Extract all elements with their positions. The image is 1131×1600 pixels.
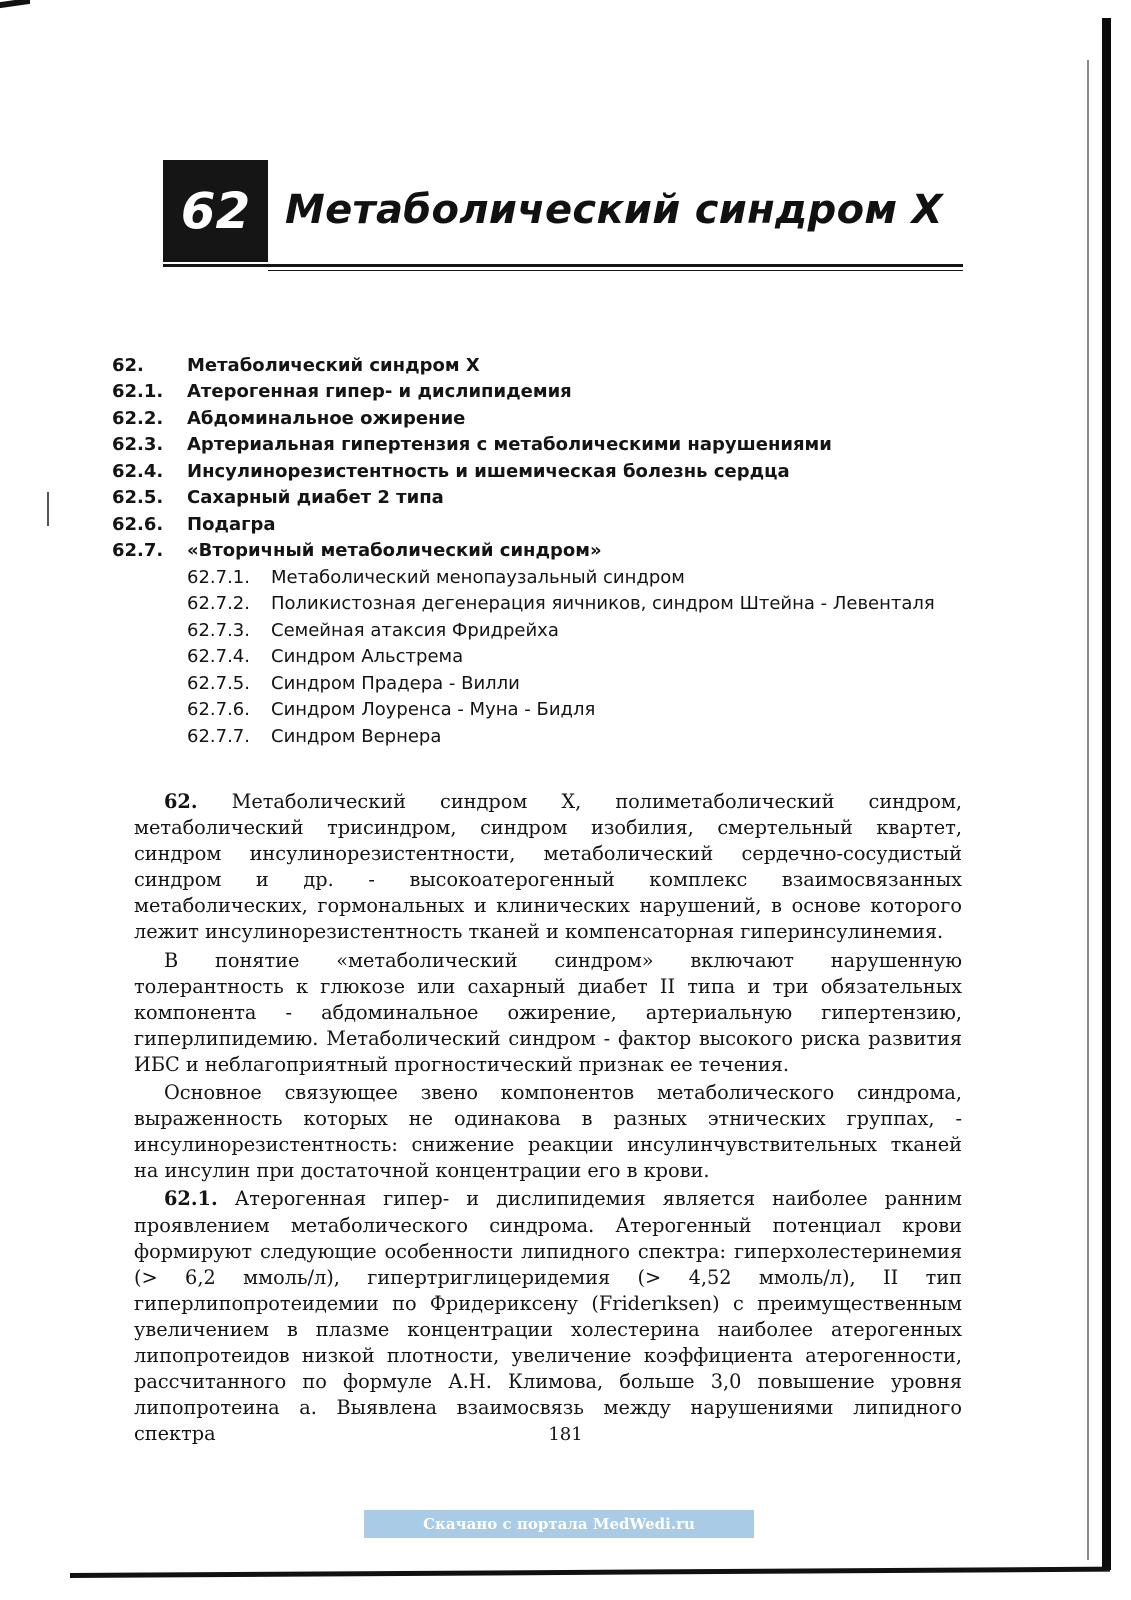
toc-item-number: 62.2. bbox=[112, 407, 164, 429]
toc-subitem bbox=[112, 591, 972, 618]
page-number: 181 bbox=[548, 1424, 583, 1445]
chapter-number-badge: 62 bbox=[163, 160, 268, 262]
paragraph bbox=[134, 948, 962, 1078]
header-rule bbox=[163, 264, 963, 267]
toc-item-number: 62.5. bbox=[112, 487, 164, 509]
toc-item bbox=[112, 458, 972, 485]
toc-subitem bbox=[112, 617, 972, 644]
toc-subitem-number: 62.7.3. bbox=[187, 619, 250, 641]
toc-subitem bbox=[112, 670, 972, 697]
toc-subitem-title: Синдром Вернера bbox=[271, 725, 442, 747]
toc-item-number: 62.1. bbox=[112, 381, 164, 403]
toc-subitem-number: 62.7.6. bbox=[187, 699, 250, 721]
toc-subitem-title: Поликистозная дегенерация яичников, синдром Штейна - Левенталя bbox=[271, 593, 935, 615]
toc-subitem-number: 62.7.4. bbox=[187, 646, 250, 668]
toc-item bbox=[112, 352, 972, 379]
scan-artifact-left-mark bbox=[47, 492, 49, 526]
toc-item-number: 62.4. bbox=[112, 460, 164, 482]
paragraph bbox=[134, 1186, 962, 1447]
toc-subitem-number: 62.7.5. bbox=[187, 672, 250, 694]
toc-item-number: 62. bbox=[112, 354, 144, 376]
scan-artifact-top bbox=[0, 0, 30, 8]
paragraph-text: Атерогенная гипер- и дислипидемия является наиболее ранним проявлением метаболического синдрома. Атерогенный потенциал крови формируют следующие особенности липидного спектра: гиперхолестеринемия (> 6,2 ммоль/л), гипертриглицеридемия (> 4,52 ммоль/л), II тип гиперлипопротеидемии по Фридериксену (Friderıksen) с преимущественным увеличением в плазме концентрации холестерина наиболее атерогенных липопротеидов низкой плотности, увеличение коэффициента атерогенности, рассчитанного по формуле А.Н. Климова, больше 3,0 повышение уровня липопротеина а. Выявлена взаимосвязь между нарушениями липидного спектра bbox=[134, 1187, 962, 1446]
toc-item-title: Артериальная гипертензия с метаболическими нарушениями bbox=[187, 434, 832, 456]
section-number: 62.1. bbox=[164, 1187, 218, 1211]
toc-item bbox=[112, 405, 972, 432]
paragraph-text: Основное связующее звено компонентов метаболического синдрома, выраженность которых не одинакова в разных этнических группах, - инсулинорезистентность: снижение реакции инсулинчувствительных тканей на инсулин при достаточной концентрации его в крови. bbox=[134, 1081, 962, 1183]
toc-item-title: Метаболический синдром X bbox=[187, 354, 480, 376]
toc-item-title: Инсулинорезистентность и ишемическая болезнь сердца bbox=[187, 460, 790, 482]
scan-artifact-right-edge bbox=[1102, 18, 1111, 1570]
toc-item-title: Абдоминальное ожирение bbox=[187, 407, 466, 429]
toc-item-number: 62.3. bbox=[112, 434, 164, 456]
toc-item-title: Атерогенная гипер- и дислипидемия bbox=[187, 381, 572, 403]
body-text bbox=[134, 789, 962, 1449]
toc-item-title: «Вторичный метаболический синдром» bbox=[187, 540, 602, 562]
paragraph-text: В понятие «метаболический синдром» включают нарушенную толерантность к глюкозе или сахарный диабет II типа и три обязательных компонента - абдоминальное ожирение, артериальную гипертензию, гиперлипидемию. Метаболический синдром - фактор высокого риска развития ИБС и неблагоприятный прогностический признак ее течения. bbox=[134, 948, 962, 1076]
paragraph bbox=[134, 1080, 962, 1184]
toc-item bbox=[112, 379, 972, 406]
toc-subitem-title: Семейная атаксия Фридрейха bbox=[271, 619, 559, 641]
toc-item-number: 62.6. bbox=[112, 513, 164, 535]
toc-subitem bbox=[112, 564, 972, 591]
toc-subitem bbox=[112, 644, 972, 671]
section-number: 62. bbox=[164, 790, 198, 813]
header-rule-thin bbox=[268, 270, 963, 271]
scan-artifact-right-line bbox=[1087, 60, 1089, 1560]
chapter-title: Метаболический синдром X bbox=[285, 187, 943, 233]
table-of-contents bbox=[112, 352, 972, 750]
toc-subitem-number: 62.7.2. bbox=[187, 593, 250, 615]
toc-item bbox=[112, 511, 972, 538]
toc-item bbox=[112, 432, 972, 459]
toc-item bbox=[112, 538, 972, 565]
toc-item-title: Подагра bbox=[187, 513, 276, 535]
toc-item-number: 62.7. bbox=[112, 540, 164, 562]
toc-subitem-title: Синдром Прадера - Вилли bbox=[271, 672, 520, 694]
toc-item-title: Сахарный диабет 2 типа bbox=[187, 487, 444, 509]
toc-subitem bbox=[112, 697, 972, 724]
scan-artifact-bottom-edge bbox=[70, 1567, 1110, 1578]
paragraph bbox=[134, 789, 962, 946]
toc-subitem-number: 62.7.7. bbox=[187, 725, 250, 747]
toc-subitem-title: Синдром Лоуренса - Муна - Бидля bbox=[271, 699, 596, 721]
toc-subitem-title: Синдром Альстрема bbox=[271, 646, 464, 668]
watermark-banner: Скачано с портала MedWedi.ru bbox=[364, 1510, 754, 1538]
paragraph-text: Метаболический синдром X, полиметаболический синдром, метаболический трисиндром, синдром изобилия, смертельный квартет, синдром инсулинорезистентности, метаболический сердечно-сосудистый синдром и др. - высокоатерогенный комплекс взаимосвязанных метаболических, гормональных и клинических нарушений, в основе которого лежит инсулинорезистентность тканей и компенсаторная гиперинсулинемия. bbox=[134, 790, 962, 944]
toc-subitem-number: 62.7.1. bbox=[187, 566, 250, 588]
toc-subitem-title: Метаболический менопаузальный синдром bbox=[271, 566, 685, 588]
toc-subitem bbox=[112, 723, 972, 750]
toc-item bbox=[112, 485, 972, 512]
